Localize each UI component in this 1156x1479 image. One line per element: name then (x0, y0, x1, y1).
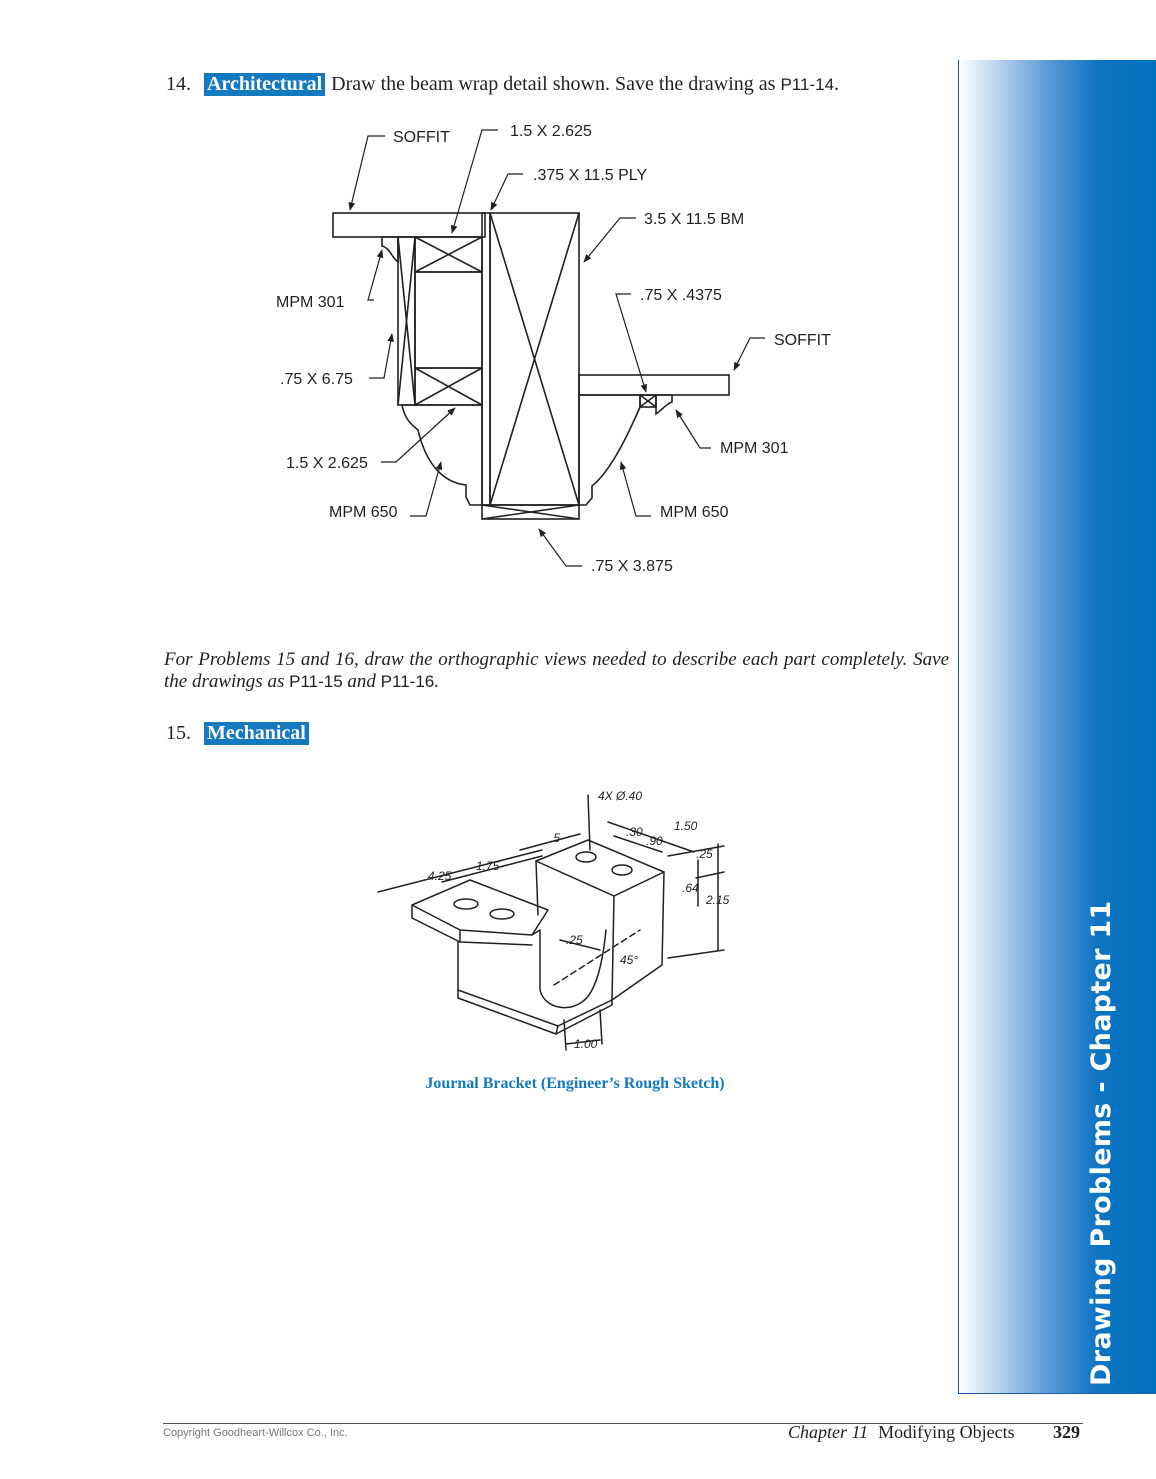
dim-4-25: 4.25 (428, 869, 452, 883)
problem-14-heading (166, 73, 839, 96)
chapter-title: Modifying Objects (878, 1422, 1015, 1442)
label-ply: .375 X 11.5 PLY (533, 167, 648, 184)
upright-top-face (536, 840, 664, 896)
dim-holes: 4X Ø.40 (598, 789, 643, 803)
label-bottom-board: .75 X 3.875 (591, 558, 673, 575)
hole-base-1 (454, 899, 478, 909)
page-number: 329 (1053, 1422, 1080, 1442)
dim-1-75: 1.75 (476, 859, 500, 873)
base-plate (412, 880, 548, 935)
problem-number: 14. (166, 73, 191, 95)
intro-file-2: P11-16 (380, 672, 435, 691)
dim-25-top: .25 (696, 847, 713, 861)
problem-15-heading (166, 722, 315, 745)
label-soffit-right: SOFFIT (774, 332, 831, 349)
label-mpm301-right: MPM 301 (720, 440, 789, 457)
dim-64: .64 (682, 881, 699, 895)
category-tag-mechanical: Mechanical (204, 722, 309, 745)
label-soffit-top: SOFFIT (393, 129, 450, 146)
intro-file-1: P11-15 (289, 672, 343, 691)
intro-text: For Problems 15 and 16, draw the orthographic views needed to describe each part completely. Save the drawings as (164, 649, 949, 692)
problems-intro-paragraph (164, 649, 949, 693)
period: . (834, 73, 840, 95)
label-mpm650-right: MPM 650 (660, 504, 729, 521)
chapter-label: Chapter 11 (788, 1422, 869, 1442)
dim-45: 45° (620, 953, 639, 967)
intro-period: . (434, 671, 439, 692)
sidebar-title: Drawing Problems - Chapter 11 (1086, 900, 1117, 1386)
label-beam: 3.5 X 11.5 BM (644, 211, 745, 228)
running-footer (788, 1422, 1015, 1443)
figure-caption: Journal Bracket (Engineer’s Rough Sketch) (425, 1075, 725, 1092)
chapter-sidebar (958, 60, 1156, 1394)
intro-and: and (347, 671, 376, 692)
problem-text: Draw the beam wrap detail shown. Save the drawing as (331, 73, 776, 95)
dim-1-50: 1.50 (674, 819, 698, 833)
journal-bracket-sketch (370, 775, 750, 1065)
plywood-strip (482, 213, 490, 505)
dim-30: .30 (626, 825, 643, 839)
dim-25-mid: .25 (566, 933, 583, 947)
label-mpm650-left: MPM 650 (329, 504, 398, 521)
label-blocking-right: .75 X .4375 (640, 287, 722, 304)
dim-5: .5 (550, 831, 561, 845)
copyright: Copyright Goodheart-Willcox Co., Inc. (163, 1427, 348, 1439)
label-member-bottom: 1.5 X 2.625 (286, 455, 368, 472)
dim-1-00: 1.00 (574, 1037, 598, 1051)
filename: P11-14 (780, 75, 835, 94)
hole-top-2 (612, 865, 632, 875)
problem-number: 15. (166, 722, 191, 744)
soffit-board-top (333, 213, 485, 237)
label-mpm301-left: MPM 301 (276, 294, 345, 311)
soffit-board-right (579, 375, 729, 395)
dim-90: .90 (646, 834, 663, 848)
dim-2-15: 2.15 (706, 893, 730, 907)
category-tag-architectural: Architectural (204, 73, 325, 96)
beam-wrap-detail-drawing (260, 112, 860, 582)
hole-base-2 (490, 909, 514, 919)
label-board-left: .75 X 6.75 (280, 371, 353, 388)
label-member-top: 1.5 X 2.625 (510, 123, 592, 140)
hole-top-1 (576, 852, 596, 862)
